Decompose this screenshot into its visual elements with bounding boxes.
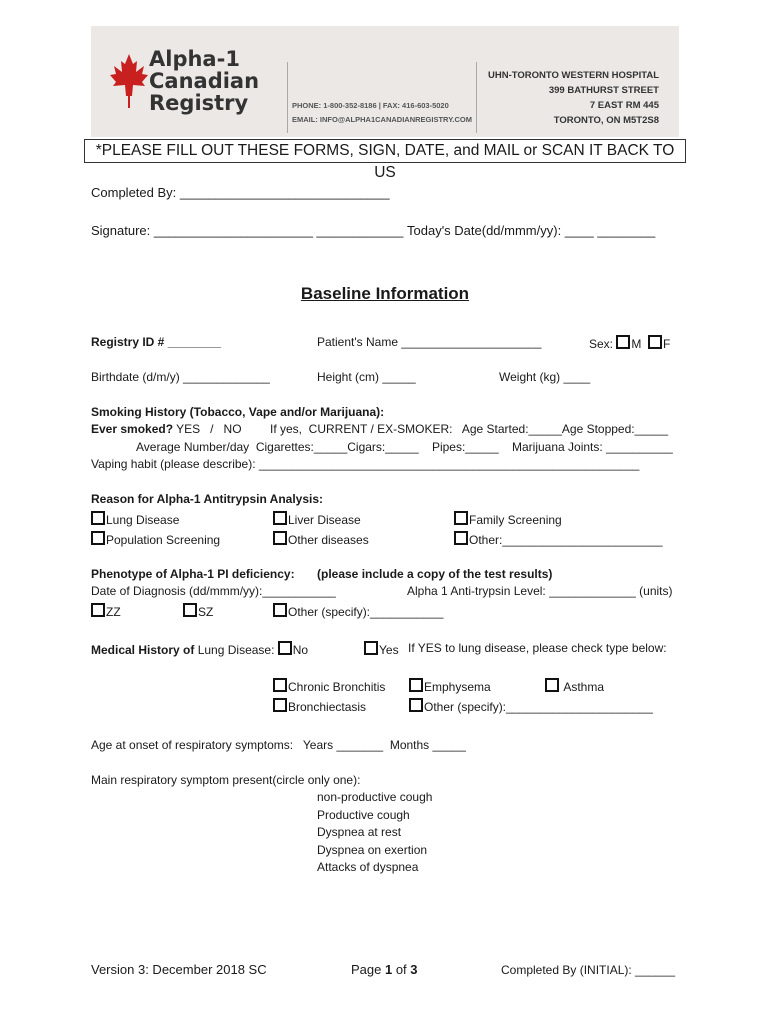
reason-option[interactable] bbox=[454, 511, 562, 527]
reason-option[interactable] bbox=[91, 531, 220, 547]
registry-header-banner bbox=[91, 26, 679, 137]
phenotype-option[interactable] bbox=[183, 603, 213, 619]
lung-type-option[interactable] bbox=[273, 698, 366, 714]
checkbox[interactable] bbox=[91, 603, 105, 617]
page-title: Baseline Information bbox=[300, 284, 470, 303]
page-current: 1 bbox=[384, 962, 393, 977]
reason-option[interactable] bbox=[273, 531, 369, 547]
registry-id-field[interactable]: Registry ID # ________ bbox=[91, 335, 222, 349]
average-per-day-field[interactable]: Average Number/day Cigarettes:_____Cigars:_____ Pipes:_____ Marijuana Joints: __________ bbox=[136, 440, 673, 454]
symptom-option[interactable]: Attacks of dyspnea bbox=[317, 860, 419, 874]
option-label: Population Screening bbox=[106, 533, 221, 547]
contact-info bbox=[292, 99, 472, 127]
option-label: Emphysema bbox=[424, 680, 491, 694]
option-label: Liver Disease bbox=[288, 513, 361, 527]
phenotype-option[interactable] bbox=[91, 603, 121, 619]
option-label: Bronchiectasis bbox=[288, 700, 367, 714]
ever-smoked-options[interactable]: YES / NO bbox=[176, 422, 242, 436]
lung-disease-yes-checkbox[interactable] bbox=[364, 641, 378, 655]
page-middle: of bbox=[392, 962, 411, 977]
symptom-option[interactable]: non-productive cough bbox=[317, 790, 433, 804]
instruction-notice: *PLEASE FILL OUT THESE FORMS, SIGN, DATE, and MAIL or SCAN IT BACK TO US bbox=[84, 139, 686, 163]
symptom-option[interactable]: Dyspnea at rest bbox=[317, 825, 402, 839]
option-label: Other diseases bbox=[288, 533, 369, 547]
birthdate-field[interactable]: Birthdate (d/m/y) _____________ bbox=[91, 370, 270, 384]
patient-name-field[interactable]: Patient's Name _____________________ bbox=[317, 335, 542, 349]
no-label: No bbox=[292, 643, 309, 657]
option-label: SZ bbox=[198, 605, 214, 619]
option-label: Other (specify):___________ bbox=[288, 605, 444, 619]
medical-history-heading: Medical History of bbox=[91, 643, 195, 657]
address-line: TORONTO, ON M5T2S8 bbox=[553, 115, 659, 126]
sex-m-checkbox[interactable] bbox=[616, 335, 630, 349]
checkbox[interactable] bbox=[454, 511, 468, 525]
lung-disease-yes[interactable] bbox=[364, 641, 399, 657]
lung-type-instruction: If YES to lung disease, please check type below: bbox=[408, 641, 667, 655]
option-label: ZZ bbox=[106, 605, 121, 619]
page-total: 3 bbox=[410, 962, 418, 977]
option-label: Other (specify):______________________ bbox=[424, 700, 653, 714]
lung-type-option[interactable] bbox=[409, 678, 491, 694]
checkbox[interactable] bbox=[545, 678, 559, 692]
contact-email: EMAIL: INFO@ALPHA1CANADIANREGISTRY.COM bbox=[292, 115, 472, 124]
lung-type-option[interactable] bbox=[273, 678, 385, 694]
option-label: Other:________________________ bbox=[469, 533, 663, 547]
checkbox[interactable] bbox=[273, 511, 287, 525]
checkbox[interactable] bbox=[183, 603, 197, 617]
checkbox[interactable] bbox=[273, 531, 287, 545]
vaping-habit-field[interactable]: Vaping habit (please describe): _________________________________________________________ bbox=[91, 457, 640, 471]
main-symptom-heading: Main respiratory symptom present(circle only one): bbox=[91, 773, 361, 787]
checkbox[interactable] bbox=[273, 698, 287, 712]
mailing-address bbox=[483, 68, 659, 128]
reason-heading: Reason for Alpha-1 Antitrypsin Analysis: bbox=[91, 492, 324, 506]
height-field[interactable]: Height (cm) _____ bbox=[317, 370, 416, 384]
reason-option[interactable] bbox=[273, 511, 361, 527]
page-prefix: Page bbox=[351, 962, 385, 977]
divider bbox=[287, 62, 288, 133]
sex-label: Sex: bbox=[589, 337, 614, 351]
lung-type-option[interactable] bbox=[545, 678, 604, 694]
checkbox[interactable] bbox=[409, 698, 423, 712]
checkbox[interactable] bbox=[91, 531, 105, 545]
onset-age-field[interactable]: Age at onset of respiratory symptoms: Years _______ Months _____ bbox=[91, 738, 466, 752]
logo-line-2: Canadian bbox=[149, 69, 260, 93]
at-level-field[interactable]: Alpha 1 Anti-trypsin Level: _____________ (units) bbox=[407, 584, 673, 598]
logo-line-3: Registry bbox=[149, 91, 249, 115]
checkbox[interactable] bbox=[91, 511, 105, 525]
weight-field[interactable]: Weight (kg) ____ bbox=[499, 370, 591, 384]
smoking-heading: Smoking History (Tobacco, Vape and/or Marijuana): bbox=[91, 405, 385, 419]
smoker-status-field[interactable]: If yes, CURRENT / EX-SMOKER: Age Started:_____Age Stopped:_____ bbox=[270, 422, 668, 436]
checkbox[interactable] bbox=[273, 603, 287, 617]
address-line: 399 BATHURST STREET bbox=[548, 85, 659, 96]
logo-line-1: Alpha-1 bbox=[149, 47, 240, 71]
checkbox[interactable] bbox=[454, 531, 468, 545]
completed-by-initial-field[interactable]: Completed By (INITIAL): ______ bbox=[501, 963, 676, 977]
lung-disease-label: Lung Disease: bbox=[197, 643, 275, 657]
sex-field bbox=[589, 335, 670, 351]
checkbox[interactable] bbox=[409, 678, 423, 692]
yes-label: Yes bbox=[379, 643, 399, 657]
option-label: Family Screening bbox=[469, 513, 562, 527]
phenotype-heading: Phenotype of Alpha-1 PI deficiency: bbox=[91, 567, 295, 581]
address-line: UHN-TORONTO WESTERN HOSPITAL bbox=[488, 70, 659, 81]
symptom-option[interactable]: Dyspnea on exertion bbox=[317, 843, 428, 857]
sex-f-checkbox[interactable] bbox=[648, 335, 662, 349]
lung-disease-no-checkbox[interactable] bbox=[278, 641, 292, 655]
address-line: 7 EAST RM 445 bbox=[589, 100, 659, 111]
ever-smoked-row bbox=[91, 422, 242, 436]
divider bbox=[476, 62, 477, 133]
version-label: Version 3: December 2018 SC bbox=[91, 962, 267, 977]
phenotype-note: (please include a copy of the test results) bbox=[317, 567, 553, 581]
registry-logo-text bbox=[149, 48, 259, 114]
medical-history-row bbox=[91, 641, 308, 657]
ever-smoked-label: Ever smoked? bbox=[91, 422, 174, 436]
option-label: Chronic Bronchitis bbox=[288, 680, 386, 694]
todays-date-field[interactable]: Today's Date(dd/mmm/yy): ____ ________ bbox=[407, 223, 656, 238]
completed-by-field[interactable]: Completed By: _____________________________ bbox=[91, 185, 390, 200]
phenotype-option[interactable] bbox=[273, 603, 443, 619]
option-label: Lung Disease bbox=[106, 513, 180, 527]
maple-leaf-icon bbox=[109, 52, 149, 110]
lung-type-option[interactable] bbox=[409, 698, 653, 714]
page-number bbox=[351, 962, 418, 977]
sex-f-label: F bbox=[663, 337, 671, 351]
symptom-option[interactable]: Productive cough bbox=[317, 808, 410, 822]
contact-phone: PHONE: 1-800-352-8186 | FAX: 416-603-5020 bbox=[292, 101, 449, 110]
checkbox[interactable] bbox=[273, 678, 287, 692]
reason-option[interactable] bbox=[454, 531, 663, 547]
diagnosis-date-field[interactable]: Date of Diagnosis (dd/mmm/yy):___________ bbox=[91, 584, 336, 598]
option-label: Asthma bbox=[563, 680, 605, 694]
sex-m-label: M bbox=[631, 337, 642, 351]
reason-option[interactable] bbox=[91, 511, 179, 527]
signature-field[interactable]: Signature: ______________________ ____________ bbox=[91, 223, 404, 238]
